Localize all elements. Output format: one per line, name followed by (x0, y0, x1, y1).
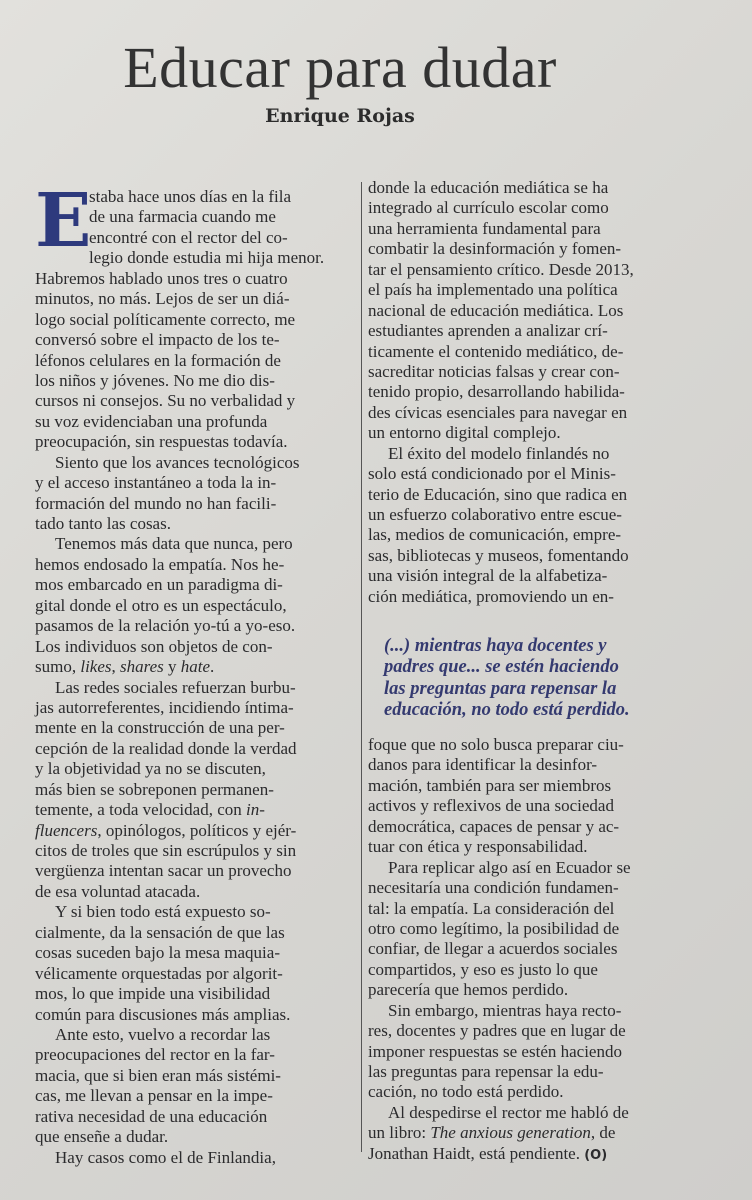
text-line: rativa necesidad de una educación (35, 1106, 268, 1126)
text-line: solo está condicionado por el Minis- (368, 464, 616, 484)
text-line: hemos endosado la empatía. Nos he- (35, 554, 285, 574)
text-line: pasamos de la relación yo-tú a yo-eso. (35, 616, 296, 636)
text-line: mos, lo que impide una visibilidad (35, 984, 271, 1004)
text-line: tal: la empatía. La consideración del (368, 898, 615, 918)
text-line: un esfuerzo colaborativo entre escue- (368, 505, 622, 524)
text-line: y el acceso instantáneo a toda la in- (35, 473, 277, 493)
text-line: Habremos hablado unos tres o cuatro (35, 268, 288, 288)
text-line: cialmente, da la sensación de que las (35, 922, 285, 942)
paragraph (368, 178, 698, 444)
end-mark: (O) (584, 1147, 608, 1163)
text-line: más bien se sobreponen permanen- (35, 779, 274, 799)
text-line: nacional de educación mediática. Los (368, 300, 624, 320)
text-segment: , (111, 657, 120, 677)
text-line: tado tanto las cosas. (35, 514, 171, 533)
paragraph (35, 534, 353, 677)
text-line (35, 821, 353, 841)
text-line: encontré con el rector del co- (89, 227, 288, 247)
text-segment: temente, a toda velocidad, con (35, 800, 246, 820)
pull-quote (384, 636, 724, 722)
text-line: res, docentes y padres que en lugar de (368, 1021, 626, 1041)
text-line: Para replicar algo así en Ecuador se (388, 857, 631, 877)
text-line: sacreditar noticias falsas y crear con- (368, 361, 620, 381)
article-title: Educar para dudar (123, 35, 557, 100)
text-line: mos embarcado en un paradigma di- (35, 575, 283, 595)
pull-quote-line: (...) mientras haya docentes y (384, 636, 607, 656)
text-line: donde la educación mediática se ha (368, 178, 609, 197)
paragraph (35, 1025, 353, 1148)
right-column-top (368, 178, 698, 607)
text-line: combatir la desinformación y fomen- (368, 239, 622, 259)
paragraph (368, 858, 698, 1001)
text-line: su voz evidenciaban una profunda (35, 411, 268, 431)
text-line: compartidos, y eso es justo lo que (368, 959, 598, 979)
paragraph (35, 1148, 353, 1168)
paragraph (35, 902, 353, 1025)
text-line: danos para identificar la desinfor- (368, 755, 598, 775)
paragraph (368, 444, 698, 608)
text-line: una herramienta fundamental para (368, 218, 601, 238)
text-line: El éxito del modelo finlandés no (388, 443, 610, 463)
text-line: minutos, no más. Lejos de ser un diá- (35, 289, 290, 309)
paragraph (35, 453, 353, 535)
text-line: formación del mundo no han facili- (35, 493, 277, 513)
paragraph (368, 1001, 698, 1103)
text-line: Tenemos más data que nunca, pero (55, 534, 293, 554)
text-line: estudiantes aprenden a analizar crí- (368, 321, 608, 341)
text-line: Sin embargo, mientras haya recto- (388, 1000, 622, 1020)
italic-text: fluencers (35, 820, 98, 840)
text-line: tar el pensamiento crítico. Desde 2013, (368, 259, 634, 279)
text-segment: Jonathan Haidt, está pendiente. (368, 1143, 585, 1163)
text-line: una visión integral de la alfabetiza- (368, 566, 608, 586)
italic-text: hate (180, 657, 211, 677)
text-line: otro como legítimo, la posibilidad de (368, 918, 620, 938)
text-line: confiar, de llegar a acuerdos sociales (368, 939, 618, 959)
text-line (368, 1144, 698, 1164)
paragraph (35, 178, 353, 453)
text-line (35, 657, 353, 677)
text-line: des cívicas esenciales para navegar en (368, 402, 628, 422)
text-line: los niños y jóvenes. No me dio dis- (35, 370, 275, 390)
text-line: cursos ni consejos. Su no verbalidad y (35, 391, 296, 411)
text-line: logo social políticamente correcto, me (35, 309, 296, 329)
text-line: staba hace unos días en la fila (89, 187, 292, 206)
text-line: de una farmacia cuando me (89, 207, 276, 227)
author-byline: Enrique Rojas (265, 105, 415, 127)
text-line: las preguntas para repensar la edu- (368, 1062, 604, 1081)
text-line: el país ha implementado una política (368, 280, 618, 300)
text-segment: un libro: (368, 1123, 431, 1143)
column-divider (361, 182, 362, 1152)
text-segment: y (163, 657, 181, 677)
text-line (35, 800, 353, 820)
text-line: necesitaría una condición fundamen- (368, 878, 619, 898)
text-line: democrática, capaces de pensar y ac- (368, 816, 620, 836)
drop-cap: E (35, 178, 92, 264)
text-segment: . (210, 657, 215, 677)
text-line: imponer respuestas se estén haciendo (368, 1041, 622, 1061)
right-column-bottom (368, 735, 698, 1164)
text-line: citos de troles que sin escrúpulos y sin (35, 841, 297, 860)
text-line: foque que no solo busca preparar ciu- (368, 735, 624, 754)
text-line: preocupación, sin respuestas todavía. (35, 432, 288, 452)
text-line: mente en la construcción de una per- (35, 718, 285, 738)
text-line: ticamente el contenido mediático, de- (368, 341, 624, 361)
paragraph (368, 735, 698, 858)
text-line: Y si bien todo está expuesto so- (55, 902, 271, 922)
text-line: Siento que los avances tecnológicos (55, 452, 300, 472)
italic-text: shares (120, 657, 164, 677)
text-line: común para discusiones más amplias. (35, 1004, 291, 1024)
text-line: sas, bibliotecas y museos, fomentando (368, 545, 629, 565)
text-line: ción mediática, promoviendo un en- (368, 586, 614, 606)
text-segment: , opinólogos, políticos y ejér- (97, 820, 297, 840)
text-segment: sumo, (35, 657, 81, 677)
text-line: tenido propio, desarrollando habilida- (368, 382, 625, 402)
text-line: léfonos celulares en la formación de (35, 350, 281, 370)
pull-quote-line: educación, no todo está perdido. (384, 700, 630, 721)
text-line: cación, no todo está perdido. (368, 1082, 564, 1102)
left-column (35, 178, 353, 1168)
text-line: macia, que si bien eran más sistémi- (35, 1065, 281, 1085)
text-segment: , de (590, 1123, 616, 1143)
text-line: gital donde el otro es un espectáculo, (35, 595, 287, 615)
italic-text: The anxious generation (430, 1123, 591, 1143)
text-line: que enseñe a dudar. (35, 1127, 169, 1147)
text-line: terio de Educación, sino que radica en (368, 484, 628, 504)
text-line: de esa voluntad atacada. (35, 881, 201, 901)
text-line: mación, también para ser miembros (368, 775, 612, 795)
text-line: cepción de la realidad donde la verdad (35, 738, 297, 758)
pull-quote-line: las preguntas para repensar la (384, 678, 617, 699)
text-line: Ante esto, vuelvo a recordar las (55, 1024, 271, 1044)
text-line: cosas suceden bajo la mesa maquia- (35, 943, 280, 963)
text-line (368, 1123, 698, 1143)
paragraph (368, 1103, 698, 1164)
text-line: preocupaciones del rector en la far- (35, 1045, 275, 1065)
text-line: las, medios de comunicación, empre- (368, 525, 622, 545)
text-line: parecería que hemos perdido. (368, 980, 569, 1000)
text-line: vergüenza intentan sacar un provecho (35, 861, 292, 881)
paragraph (35, 678, 353, 903)
text-line: Hay casos como el de Finlandia, (55, 1147, 276, 1167)
text-line: jas autorreferentes, incidiendo íntima- (35, 697, 294, 717)
text-line: y la objetividad ya no se discuten, (35, 759, 266, 779)
text-line: activos y reflexivos de una sociedad (368, 796, 614, 816)
text-line: un entorno digital complejo. (368, 423, 561, 443)
text-line: Al despedirse el rector me habló de (388, 1102, 629, 1122)
text-line: cas, me llevan a pensar en la impe- (35, 1086, 273, 1106)
text-line: Los individuos son objetos de con- (35, 636, 273, 656)
text-line: tuar con ética y responsabilidad. (368, 837, 588, 857)
text-line: vélicamente orquestadas por algorit- (35, 963, 283, 983)
text-line: Las redes sociales refuerzan burbu- (55, 677, 296, 697)
italic-text: in- (246, 800, 265, 820)
text-line: conversó sobre el impacto de los te- (35, 330, 280, 350)
italic-text: likes (80, 657, 112, 677)
pull-quote-line: padres que... se estén haciendo (384, 657, 619, 678)
text-line: integrado al currículo escolar como (368, 198, 609, 218)
text-line: legio donde estudia mi hija menor. (89, 248, 325, 268)
